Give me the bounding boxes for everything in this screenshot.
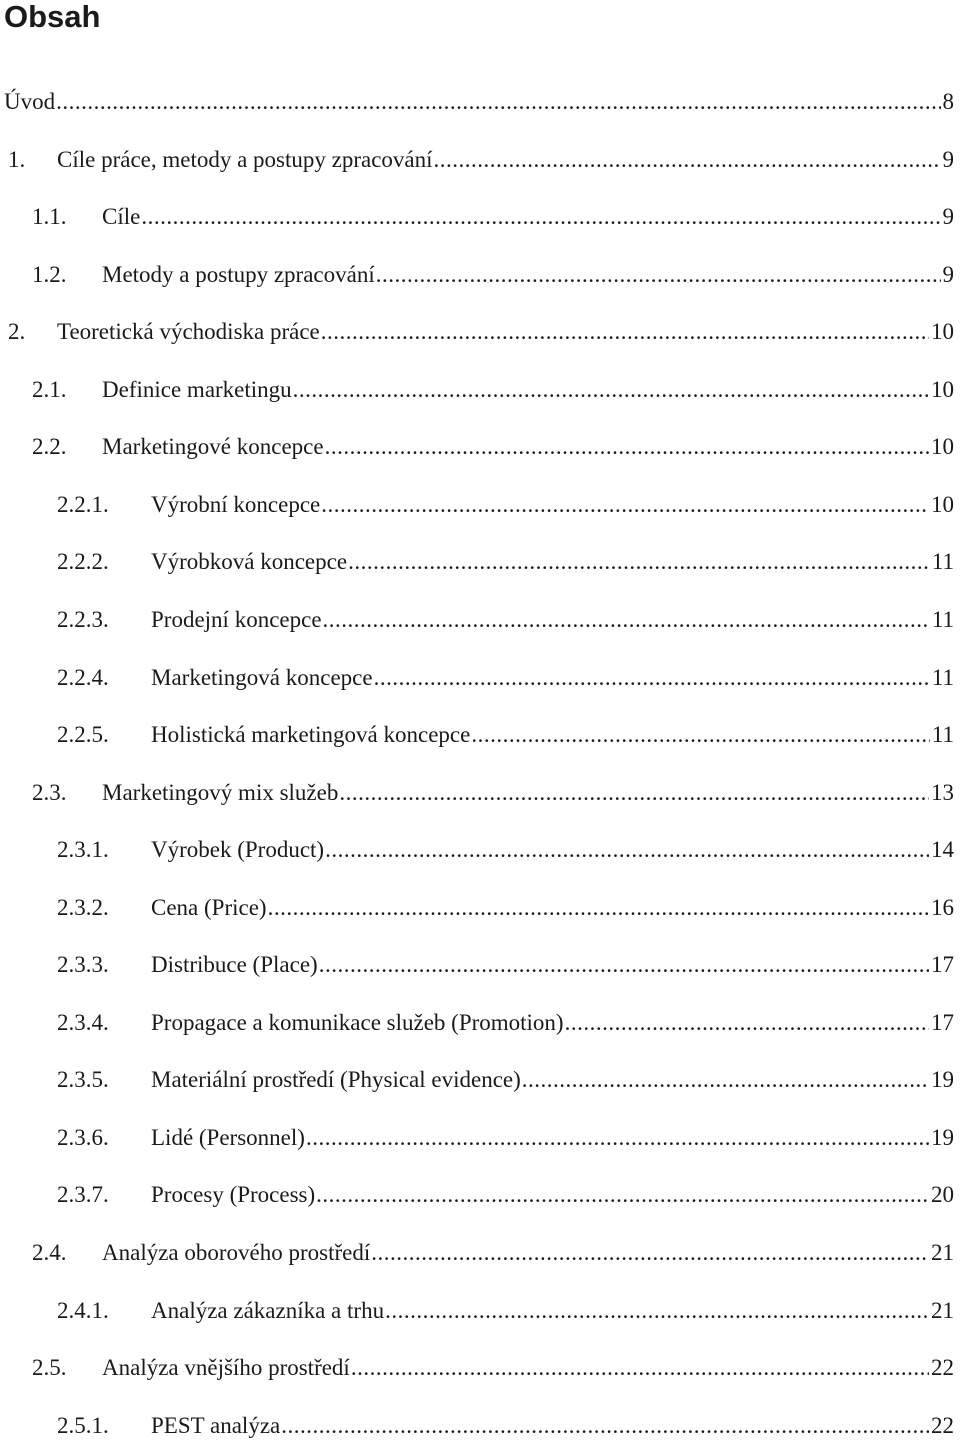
toc-dot-leader [471,719,930,751]
toc-entry-number: 2.3.6. [57,1124,109,1150]
toc-dot-leader [268,892,929,924]
toc-entry-number: 1.2. [32,261,67,287]
toc-dot-leader [319,949,929,981]
toc-dot-leader [374,662,930,694]
toc-entry[interactable] [0,1237,954,1269]
toc-entry-number: 2.1. [32,376,67,402]
toc-entry[interactable] [0,374,954,406]
toc-dot-leader [339,777,929,809]
toc-entry-label: Marketingová koncepce [151,664,373,690]
toc-entry-label: Výrobková koncepce [151,549,348,575]
toc-entry-page: 21 [931,1240,954,1265]
toc-entry-label: Prodejní koncepce [151,606,322,632]
toc-entry-page: 8 [942,89,954,114]
toc-entry-page: 17 [931,952,954,978]
toc-entry-page: 11 [931,664,954,690]
toc-entry-number: 2.3.4. [57,1009,109,1035]
toc-entry[interactable] [0,144,954,176]
toc-entry-page: 9 [942,261,954,287]
toc-entry-label: Analýza oborového prostředí [102,1240,371,1265]
toc-entry-label: Analýza vnějšího prostředí [102,1355,350,1381]
toc-entry[interactable] [0,431,954,463]
toc-entry-number: 2.2.3. [57,606,109,632]
toc-entry-label: Cena (Price) [151,894,267,920]
toc-entry-label: Výrobní koncepce [151,491,321,517]
toc-entry-page: 10 [931,434,954,460]
toc-entry-page: 11 [931,606,954,632]
toc-entry-page: 13 [931,779,954,805]
toc-entry[interactable] [0,1007,954,1039]
toc-entry-label: Úvod [4,89,56,114]
toc-entry-page: 9 [942,204,954,230]
toc-entry-number: 2.2.2. [57,549,109,575]
toc-entry[interactable] [0,1295,954,1327]
toc-dot-leader [321,316,929,348]
toc-entry[interactable] [0,316,954,348]
toc-dot-leader [306,1122,929,1154]
toc-dot-leader [565,1007,929,1039]
toc-entry-number: 2.5.1. [57,1412,109,1438]
toc-entry-page: 19 [931,1067,954,1093]
toc-dot-leader [325,834,929,866]
toc-entry-number: 2.2.1. [57,491,109,517]
toc-dot-leader [371,1237,929,1269]
toc-entry-page: 16 [931,894,954,920]
toc-entry-label: Holistická marketingová koncepce [151,722,471,748]
toc-entry-label: Teoretická východiska práce [57,319,320,345]
toc-entry-page: 9 [942,146,954,172]
toc-dot-leader [281,1410,929,1442]
toc-entry[interactable] [0,719,954,751]
toc-entry-label: Procesy (Process) [151,1182,316,1208]
toc-dot-leader [376,259,941,291]
toc-entry[interactable] [0,86,954,118]
toc-dot-leader [56,86,940,118]
toc-entry-page: 10 [931,319,954,345]
toc-entry[interactable] [0,201,954,233]
toc-entry-number: 2.3.2. [57,894,109,920]
toc-entry-page: 22 [931,1412,954,1438]
toc-entry-number: 2.2. [32,434,67,460]
toc-entry-page: 22 [931,1355,954,1381]
page-title: Obsah [4,0,101,34]
toc-entry-page: 20 [931,1182,954,1208]
toc-dot-leader [434,144,941,176]
toc-entry-page: 21 [931,1297,954,1323]
toc-entry-label: Analýza zákazníka a trhu [151,1297,385,1323]
toc-dot-leader [293,374,929,406]
toc-entry[interactable] [0,604,954,636]
toc-entry[interactable] [0,777,954,809]
toc-entry-number: 2.4.1. [57,1297,109,1323]
toc-entry-page: 11 [931,549,954,575]
toc-entry-page: 17 [931,1009,954,1035]
toc-entry-label: Cíle [102,204,141,230]
toc-entry-label: Marketingové koncepce [102,434,324,460]
toc-entry[interactable] [0,834,954,866]
toc-entry-number: 2.3.1. [57,837,109,863]
toc-entry-label: Cíle práce, metody a postupy zpracování [57,146,433,172]
toc-dot-leader [348,546,930,578]
toc-entry-label: Propagace a komunikace služeb (Promotion) [151,1009,564,1035]
toc-dot-leader [316,1179,929,1211]
toc-entry-page: 14 [931,837,954,863]
toc-dot-leader [351,1352,929,1384]
toc-entry[interactable] [0,949,954,981]
toc-entry-number: 1. [8,146,26,172]
toc-entry-page: 10 [931,376,954,402]
toc-entry[interactable] [0,1352,954,1384]
toc-entry-label: Lidé (Personnel) [151,1124,305,1150]
toc-entry-page: 19 [931,1124,954,1150]
toc-entry-number: 2. [8,319,26,345]
toc-entry-label: Materiální prostředí (Physical evidence) [151,1067,521,1093]
toc-dot-leader [321,489,929,521]
toc-entry[interactable] [0,1179,954,1211]
toc-entry-label: Distribuce (Place) [151,952,318,978]
toc-entry[interactable] [0,1410,954,1442]
toc-entry[interactable] [0,892,954,924]
toc-entry-page: 10 [931,491,954,517]
toc-entry-label: Marketingový mix služeb [102,779,339,805]
toc-entry[interactable] [0,489,954,521]
toc-entry-number: 2.3.5. [57,1067,109,1093]
toc-entry-number: 2.4. [32,1240,67,1265]
toc-entry-label: Definice marketingu [102,376,292,402]
toc-dot-leader [141,201,940,233]
toc-entry[interactable] [0,1122,954,1154]
toc-entry-number: 2.5. [32,1355,67,1381]
toc-entry-label: Metody a postupy zpracování [102,261,375,287]
toc-dot-leader [385,1295,929,1327]
toc-entry-number: 2.3.7. [57,1182,109,1208]
toc-entry-number: 2.2.4. [57,664,109,690]
toc-entry[interactable] [0,1064,954,1096]
toc-dot-leader [323,604,930,636]
toc-entry-number: 1.1. [32,204,67,230]
toc-entry[interactable] [0,546,954,578]
toc-entry-number: 2.3. [32,779,67,805]
toc-entry-label: PEST analýza [151,1412,281,1438]
toc-dot-leader [522,1064,929,1096]
toc-entry-label: Výrobek (Product) [151,837,325,863]
toc-dot-leader [325,431,929,463]
toc-entry[interactable] [0,259,954,291]
toc-entry[interactable] [0,662,954,694]
toc-entry-number: 2.2.5. [57,722,109,748]
toc-entry-page: 11 [931,722,954,748]
toc-entry-number: 2.3.3. [57,952,109,978]
